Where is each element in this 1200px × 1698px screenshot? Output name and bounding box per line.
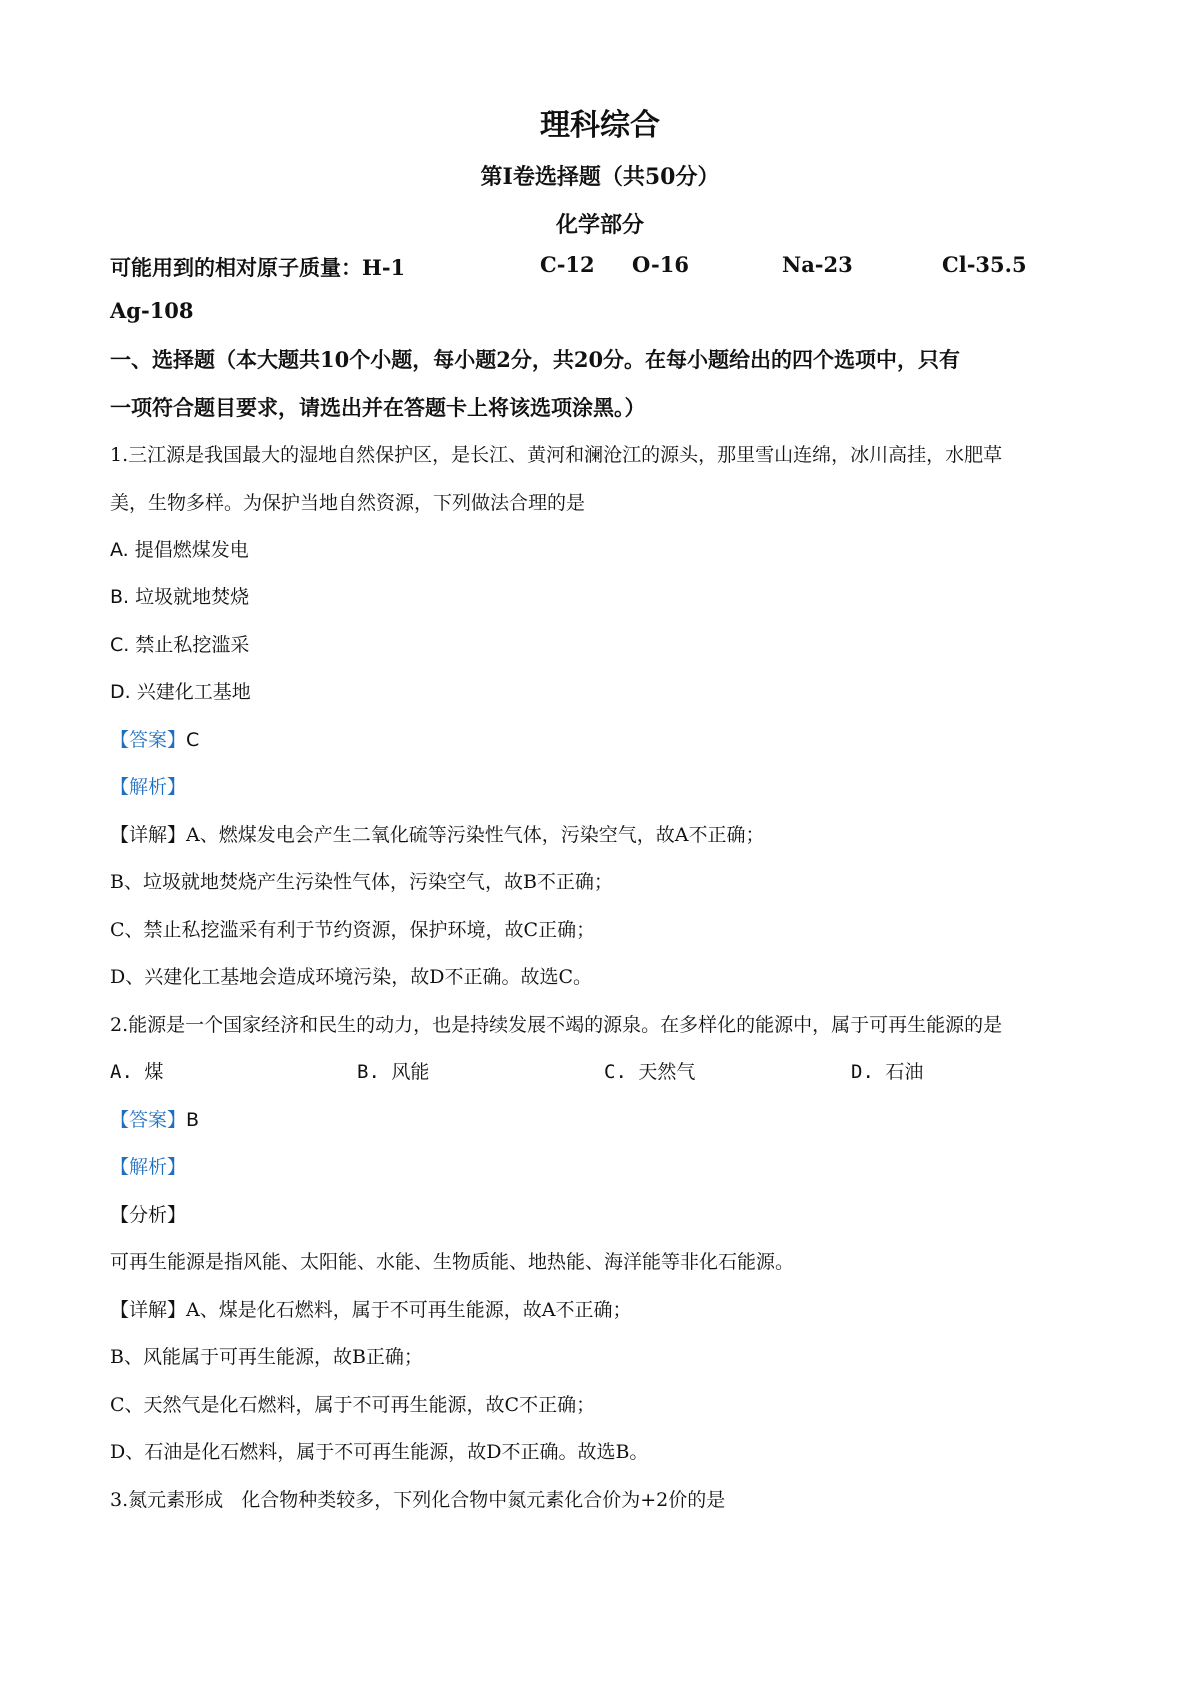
q2-detail-line-4: D、石油是化石燃料，属于不可再生能源，故D不正确。故选B。 [110,1441,649,1463]
q2-fenxi-label: 【分析】 [110,1204,187,1226]
q2-detail-line-2: B、风能属于可再生能源，故B正确； [110,1346,423,1368]
q1-detail-line-2: B、垃圾就地焚烧产生污染性气体，污染空气，故B不正确； [110,871,613,893]
q2-answer-line [110,1105,199,1132]
page-title: 理科综合 [540,108,660,143]
q2-analysis-label: 【解析】 [110,1156,187,1178]
atomic-mass-o: O-16 [632,252,690,277]
q1-option-b: B. 垃圾就地焚烧 [110,586,250,608]
section-heading: 化学部分 [555,212,644,238]
q1-answer-value: C [186,729,200,751]
atomic-mass-na: Na-23 [782,252,853,277]
exam-part-heading: 第Ⅰ卷选择题（共50分） [480,164,720,190]
q1-detail-line-1: 【详解】A、燃煤发电会产生二氧化硫等污染性气体，污染空气，故A不正确； [110,824,765,846]
instructions-line-2: 一项符合题目要求，请选出并在答题卡上将该选项涂黑。） [110,395,646,420]
atomic-mass-line [110,252,1070,282]
q2-answer-label: 【答案】 [110,1109,187,1131]
q2-option-b: B. 风能 [357,1061,430,1083]
q1-answer-label: 【答案】 [110,729,187,751]
atomic-mass-label: 可能用到的相对原子质量：H-1 [110,255,406,280]
q2-answer-value: B [186,1109,200,1131]
instructions-line-1: 一、选择题（本大题共10个小题，每小题2分，共20分。在每小题给出的四个选项中，只有 [110,347,961,372]
q1-option-c: C. 禁止私挖滥采 [110,634,250,656]
q1-stem-line-2: 美，生物多样。为保护当地自然资源，下列做法合理的是 [110,492,586,514]
q1-option-d: D. 兴建化工基地 [110,681,251,703]
atomic-mass-c: C-12 [540,252,595,277]
atomic-mass-wrap: Ag-108 [110,298,194,323]
atomic-mass-cl: Cl-35.5 [942,252,1027,277]
q2-stem: 2.能源是一个国家经济和民生的动力，也是持续发展不竭的源泉。在多样化的能源中，属于可再生能源的是 [110,1014,1003,1036]
q1-option-a: A. 提倡燃煤发电 [110,539,249,561]
q1-detail-line-3: C、禁止私挖滥采有利于节约资源，保护环境，故C正确； [110,919,596,941]
q2-detail-line-3: C、天然气是化石燃料，属于不可再生能源，故C不正确； [110,1394,596,1416]
q3-stem: 3.氮元素形成 化合物种类较多，下列化合物中氮元素化合价为+2价的是 [110,1489,726,1511]
q2-options-row [110,1057,1010,1085]
q2-fenxi-text: 可再生能源是指风能、太阳能、水能、生物质能、地热能、海洋能等非化石能源。 [110,1251,795,1273]
q2-option-d: D. 石油 [851,1061,924,1083]
q1-answer-line [110,725,199,752]
q2-detail-line-1: 【详解】A、煤是化石燃料，属于不可再生能源，故A不正确； [110,1299,632,1321]
q1-analysis-label: 【解析】 [110,776,187,798]
q2-option-a: A. 煤 [110,1061,164,1083]
q1-detail-line-4: D、兴建化工基地会造成环境污染，故D不正确。故选C。 [110,966,593,988]
q2-option-c: C. 天然气 [604,1061,696,1083]
q1-stem-line-1: 1.三江源是我国最大的湿地自然保护区，是长江、黄河和澜沧江的源头，那里雪山连绵，冰川高挂，水肥草 [110,444,1003,466]
